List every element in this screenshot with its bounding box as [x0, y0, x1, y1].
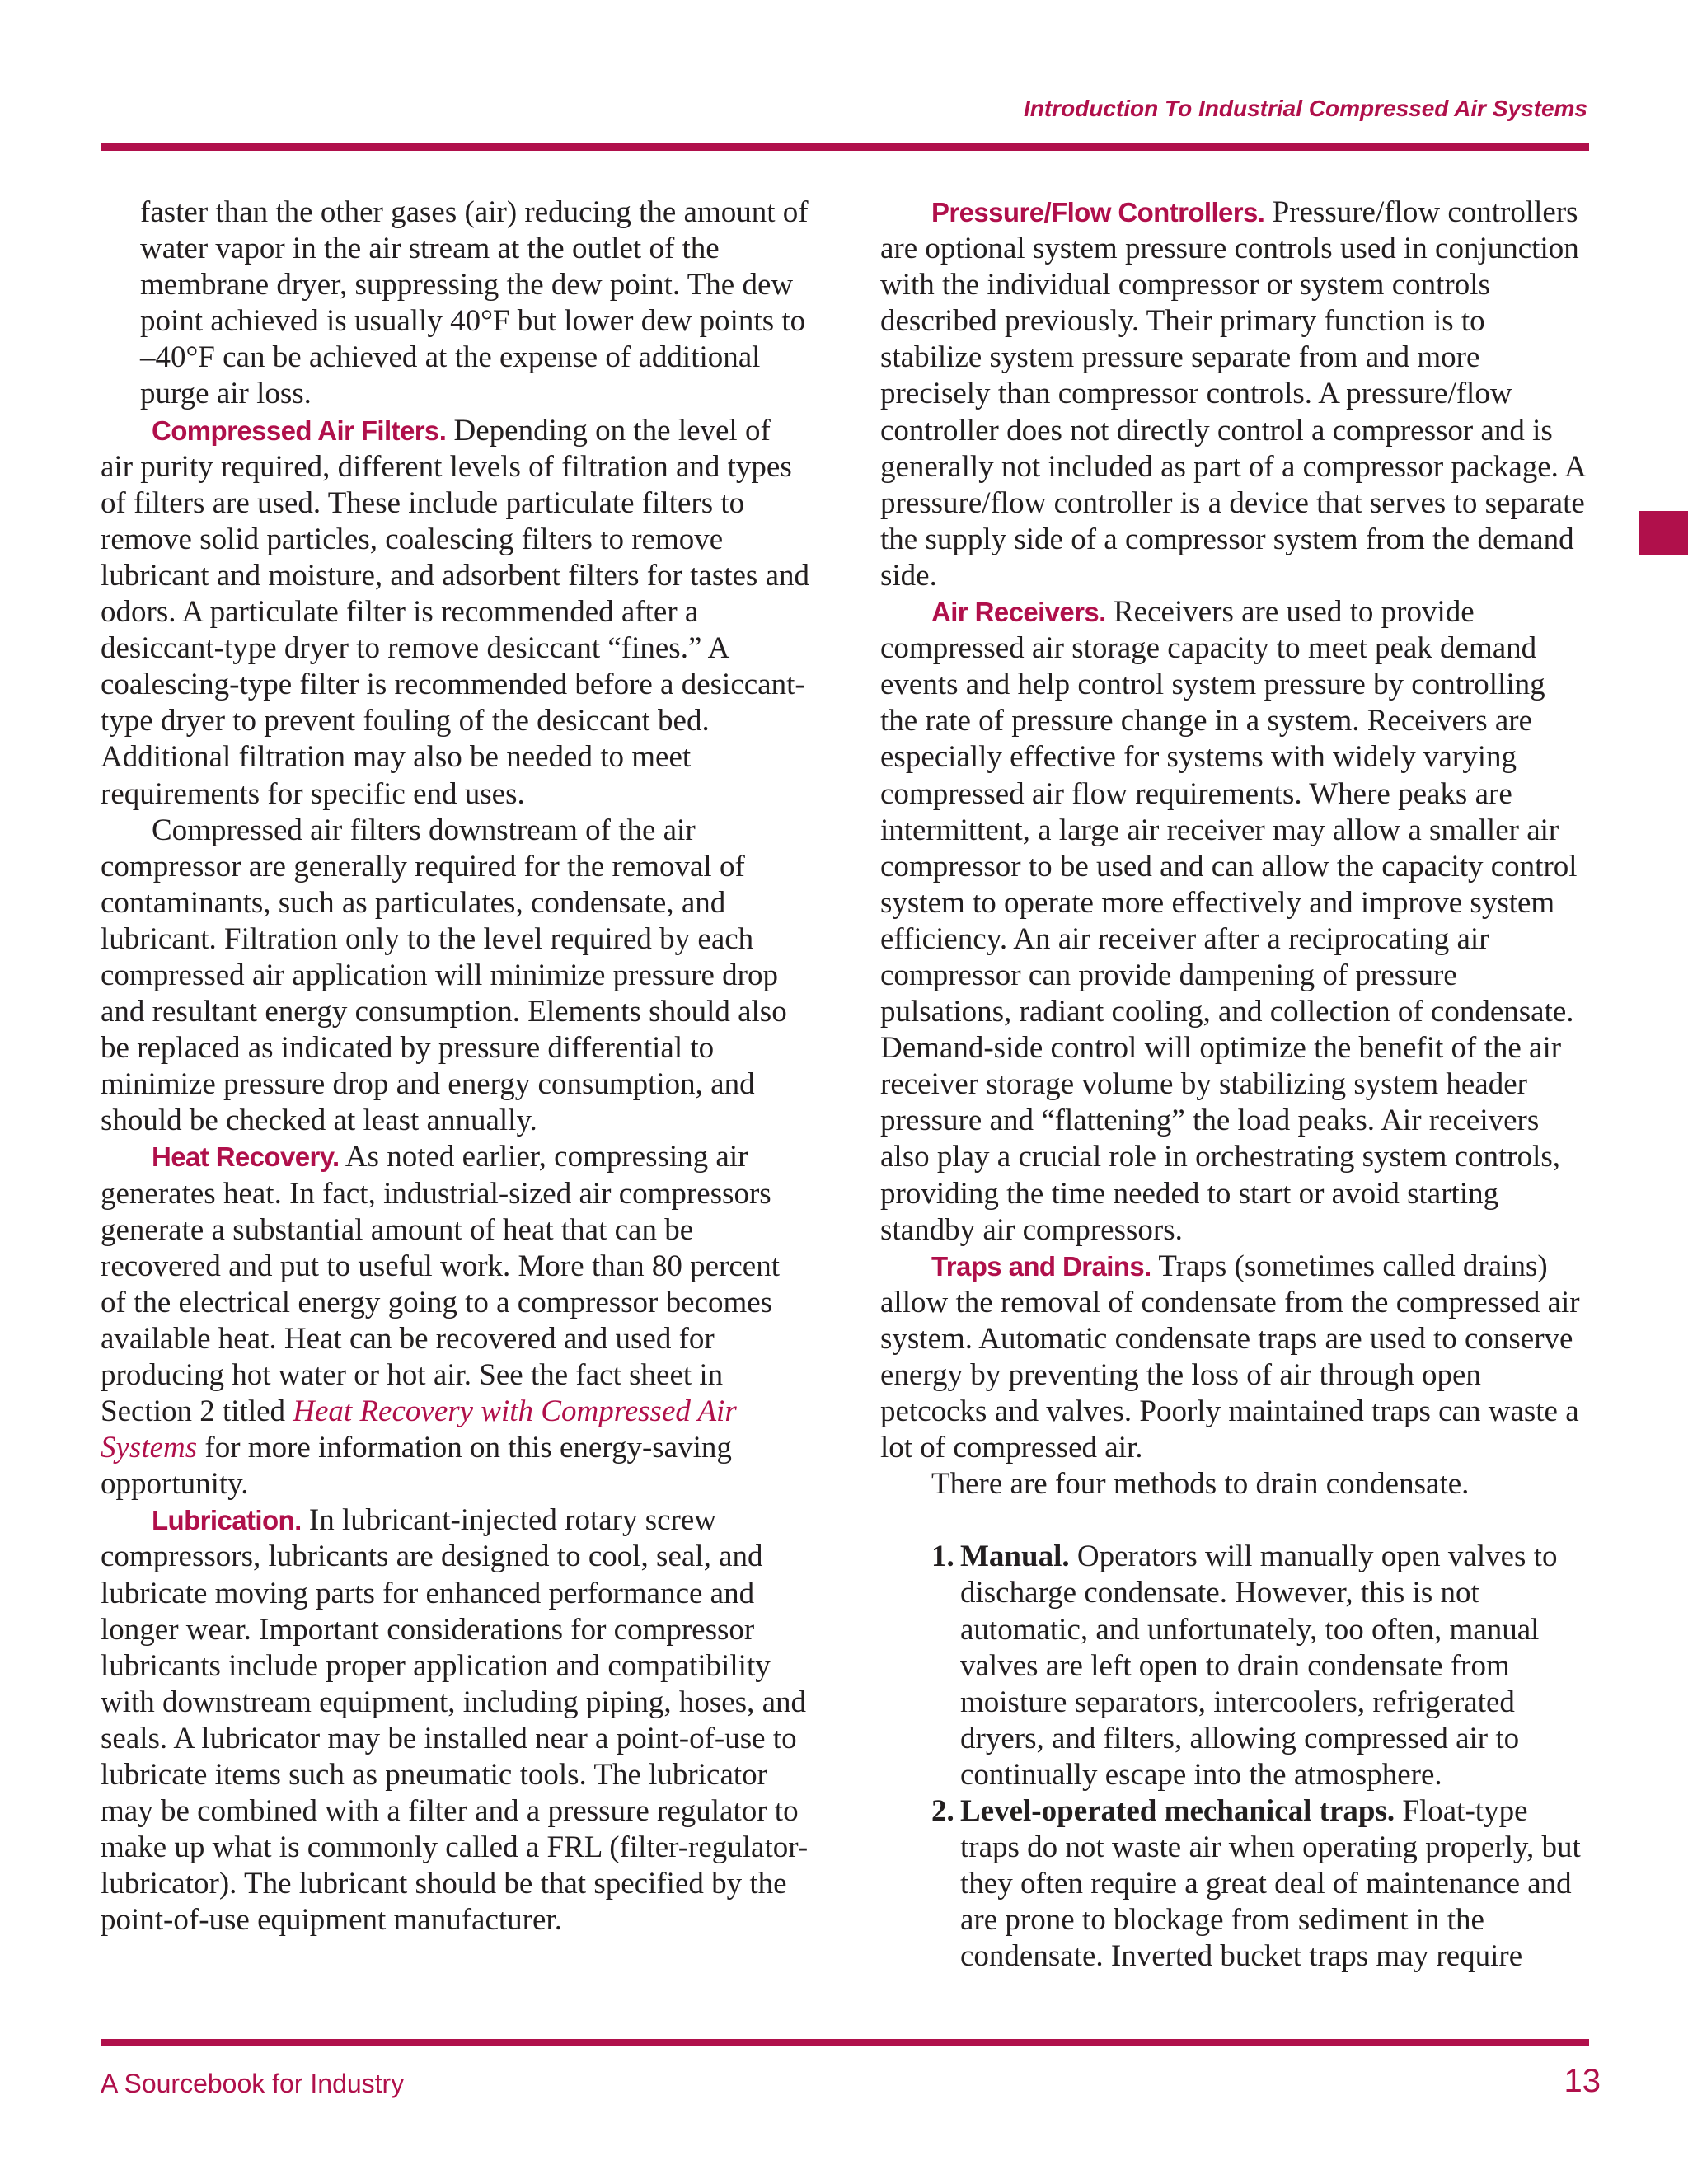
filters-paragraph [101, 413, 809, 813]
traps-heading: Traps and Drains. [931, 1250, 1151, 1282]
method-text: Float-type traps do not waste air when operating properly, but they often require a great deal of maintenance and are prone to blockage from sediment in the condensate. Inverted bucket traps may require [960, 1794, 1581, 1974]
header-rule [101, 143, 1589, 151]
filters-heading: Compressed Air Filters. [152, 415, 447, 446]
footer-source-title: A Sourcebook for Industry [101, 2069, 405, 2098]
heat-recovery-body: As noted earlier, compressing air generates heat. In fact, industrial-sized air compressors generate a substantial amount of heat that can be recovered and put to useful work. More than 80 percent of the electrical energy going to a compressor becomes available heat. Heat can be recovered and used for producing hot water or hot air. See the fact sheet in Section 2 titled [101, 1140, 780, 1429]
traps-paragraph [880, 1249, 1589, 1467]
right-column [880, 194, 1589, 1975]
footer-rule [101, 2039, 1589, 2046]
lubrication-heading: Lubrication. [152, 1505, 302, 1536]
receivers-heading: Air Receivers. [931, 597, 1106, 628]
controllers-heading: Pressure/Flow Controllers. [931, 197, 1265, 227]
list-number: 1. [931, 1540, 954, 1574]
controllers-body: Pressure/flow controllers are optional system pressure controls used in conjunction with the individual compressor or system controls described previously. Their primary function is to stabilize system pressure separate from and more precisely than compressor controls. A pressure/flow controller does not directly control a compressor and is generally not included as part of a compressor package. A pressure/flow controller is a device that serves to separate the supply side of a compressor system from the demand side. [880, 195, 1585, 593]
filters-paragraph-2: Compressed air filters downstream of the air compressor are generally required for the removal of contaminants, such as particulates, condensate, and lubricant. Filtration only to the level required by each compressed air application will minimize pressure drop and resultant energy consumption. Elements should also be replaced as indicated by pressure differential to minimize pressure drop and energy consumption, and should be checked at least annually. [101, 813, 787, 1138]
heat-recovery-reference: Heat Recovery with Compressed Air Systems [101, 1394, 737, 1465]
method-text: Operators will manually open valves to discharge condensate. However, this is not automatic, and unfortunately, too often, manual valves are left open to drain condensate from moisture separators, intercoolers, refrigerated dryers, and filters, allowing compressed air to continually escape into the atmosphere. [960, 1540, 1558, 1792]
list-item [880, 1539, 1589, 1793]
traps-body: Traps (sometimes called drains) allow the removal of condensate from the compressed air system. Automatic condensate traps are used to conserve energy by preventing the loss of air through open petcocks and valves. Poorly maintained traps can waste a lot of compressed air. [880, 1249, 1580, 1465]
controllers-paragraph [880, 194, 1589, 594]
list-item [880, 1793, 1589, 1975]
heat-recovery-body-end: for more information on this energy-saving opportunity. [101, 1431, 732, 1502]
receivers-paragraph [880, 594, 1589, 1249]
method-term: Level-operated mechanical traps. [960, 1794, 1395, 1829]
heat-recovery-heading: Heat Recovery. [152, 1141, 340, 1173]
list-number: 2. [931, 1794, 954, 1829]
list-spacer [880, 1502, 1589, 1539]
lubrication-paragraph [101, 1502, 809, 1938]
section-tab-marker [1639, 511, 1688, 555]
receivers-body: Receivers are used to provide compressed air storage capacity to meet peak demand events and help control system pressure by controlling the rate of pressure change in a system. Receivers are especially effective for systems with widely varying compressed air flow requirements. Where peaks are intermittent, a large air receiver may allow a smaller air compressor to be used and can allow the capacity control system to operate more effectively and improve system efficiency. An air receiver after a reciprocating air compressor can provide dampening of pressure pulsations, radiant cooling, and collection of condensate. Demand-side control will optimize the benefit of the air receiver storage volume by stabilizing system header pressure and “flattening” the load peaks. Air receivers also play a crucial role in orchestrating system controls, providing the time needed to start or avoid starting standby air compressors. [880, 595, 1578, 1247]
page-number: 13 [1564, 2063, 1601, 2099]
running-header-title: Introduction To Industrial Compressed Air Systems [1023, 96, 1587, 121]
heat-recovery-paragraph [101, 1139, 809, 1502]
lubrication-body: In lubricant-injected rotary screw compressors, lubricants are designed to cool, seal, and lubricate moving parts for enhanced performance and longer wear. Important considerations for compressor lubricants include proper application and compatibility with downstream equipment, including piping, hoses, and seals. A lubricator may be installed near a point-of-use to lubricate items such as pneumatic tools. The lubricator may be combined with a filter and a pressure regulator to make up what is commonly called a FRL (filter-regulator-lubricator). The lubricant should be that specified by the point-of-use equipment manufacturer. [101, 1503, 809, 1938]
drain-methods-list [880, 1539, 1589, 1975]
methods-intro: There are four methods to drain condensate. [931, 1467, 1470, 1502]
continuation-paragraph: faster than the other gases (air) reducing the amount of water vapor in the air stream at the outlet of the membrane dryer, suppressing the dew point. The dew point achieved is usually 40°F but lower dew points to –40°F can be achieved at the expense of additional purge air loss. [140, 195, 809, 411]
method-term: Manual. [960, 1540, 1070, 1574]
left-column [101, 194, 809, 1939]
filters-body: Depending on the level of air purity required, different levels of filtration and types of filters are used. These include particulate filters to remove solid particles, coalescing filters to remove lubricant and moisture, and adsorbent filters for tastes and odors. A particulate filter is recommended after a desiccant-type dryer to remove desiccant “fines.” A coalescing-type filter is recommended before a desiccant-type dryer to prevent fouling of the desiccant bed. Additional filtration may also be needed to meet requirements for specific end uses. [101, 413, 809, 811]
